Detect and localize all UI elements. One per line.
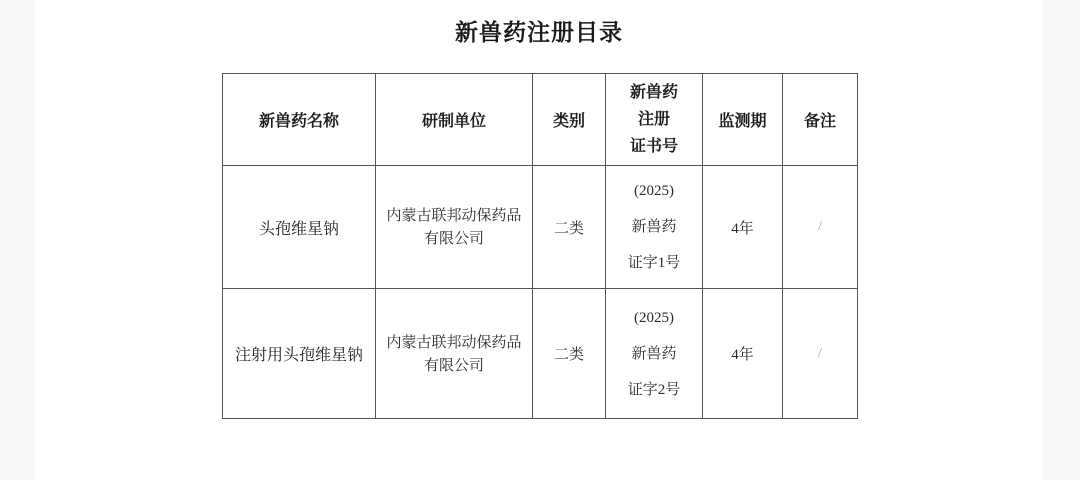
column-header-cert-line: 证书号 bbox=[629, 138, 678, 155]
cert-line: (2025) bbox=[634, 309, 674, 326]
column-header-remarks: 备注 bbox=[783, 74, 858, 166]
table-row bbox=[223, 166, 858, 289]
cert-number-cell bbox=[606, 166, 703, 289]
registration-table bbox=[222, 73, 858, 419]
cert-line: 证字2号 bbox=[627, 381, 681, 398]
table-row bbox=[223, 289, 858, 419]
cert-number-cell bbox=[606, 289, 703, 419]
column-header-cert-line: 注册 bbox=[637, 111, 670, 128]
table-header-row bbox=[223, 74, 858, 166]
column-header-cert-number bbox=[606, 74, 703, 166]
remark-cell: / bbox=[783, 166, 858, 289]
page-title: 新兽药注册目录 bbox=[455, 19, 623, 45]
right-gutter bbox=[1043, 0, 1080, 480]
remark-cell: / bbox=[783, 289, 858, 419]
cert-line: 新兽药 bbox=[631, 345, 677, 362]
column-header-category: 类别 bbox=[533, 74, 606, 166]
developer-cell: 内蒙古联邦动保药品有限公司 bbox=[376, 166, 533, 289]
cert-line: 证字1号 bbox=[627, 255, 681, 271]
left-gutter bbox=[0, 0, 35, 480]
column-header-developer: 研制单位 bbox=[376, 74, 533, 166]
developer-cell: 内蒙古联邦动保药品有限公司 bbox=[376, 289, 533, 419]
cert-line: 新兽药 bbox=[631, 219, 677, 235]
drug-name-cell: 注射用头孢维星钠 bbox=[223, 289, 376, 419]
column-header-monitoring-period: 监测期 bbox=[703, 74, 783, 166]
category-cell: 二类 bbox=[533, 166, 606, 289]
category-cell: 二类 bbox=[533, 289, 606, 419]
column-header-drug-name: 新兽药名称 bbox=[223, 74, 376, 166]
monitoring-period-cell: 4年 bbox=[703, 289, 783, 419]
cert-line: (2025) bbox=[634, 183, 674, 199]
column-header-cert-line: 新兽药 bbox=[629, 84, 678, 101]
monitoring-period-cell: 4年 bbox=[703, 166, 783, 289]
drug-name-cell: 头孢维星钠 bbox=[223, 166, 376, 289]
